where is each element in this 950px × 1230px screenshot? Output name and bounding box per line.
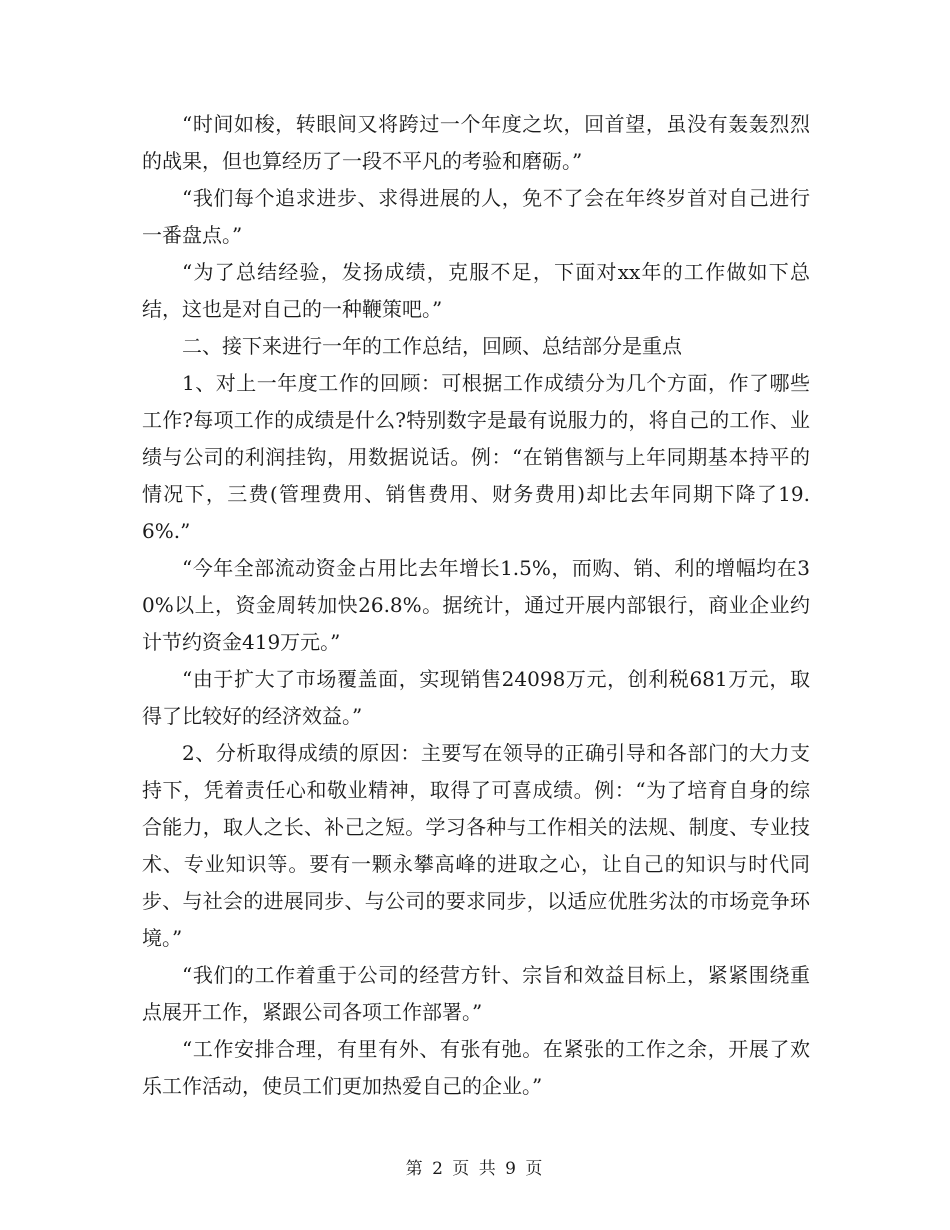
- paragraph-2: “我们每个追求进步、求得进展的人，免不了会在年终岁首对自己进行一番盘点。”: [142, 186, 810, 247]
- paragraph-9: “我们的工作着重于公司的经营方针、宗旨和效益目标上，紧紧围绕重点展开工作，紧跟公司各项工作部署。”: [142, 963, 810, 1024]
- paragraph-8: 2、分析取得成绩的原因：主要写在领导的正确引导和各部门的大力支持下，凭着责任心和敬业精神，取得了可喜成绩。例：“为了培育自身的综合能力，取人之长、补己之短。学习各种与工作相关的法规、制度、专业技术、专业知识等。要有一颗永攀高峰的进取之心，让自己的知识与时代同步、与社会的进展同步、与公司的要求同步，以适应优胜劣汰的市场竞争环境。”: [142, 741, 810, 950]
- section-heading: 二、接下来进行一年的工作总结，回顾、总结部分是重点: [182, 334, 682, 358]
- document-body: [142, 106, 810, 1105]
- paragraph-1: “时间如梭，转眼间又将跨过一个年度之坎，回首望，虽没有轰轰烈烈的战果，但也算经历了一段不平凡的考验和磨砺。”: [142, 112, 810, 173]
- paragraph-10: “工作安排合理，有里有外、有张有弛。在紧张的工作之余，开展了欢乐工作活动，使员工们更加热爱自己的企业。”: [142, 1037, 810, 1098]
- paragraph-3: “为了总结经验，发扬成绩，克服不足，下面对xx年的工作做如下总结，这也是对自己的一种鞭策吧。”: [142, 260, 810, 321]
- page-number-footer: 第 2 页 共 9 页: [405, 1159, 545, 1179]
- paragraph-5: 1、对上一年度工作的回顾：可根据工作成绩分为几个方面，作了哪些工作?每项工作的成绩是什么?特别数字是最有说服力的，将自己的工作、业绩与公司的利润挂钩，用数据说话。例：“在销售额与上年同期基本持平的情况下，三费(管理费用、销售费用、财务费用)却比去年同期下降了19.6%.”: [142, 371, 810, 543]
- paragraph-6: “今年全部流动资金占用比去年增长1.5%，而购、销、利的增幅均在30%以上，资金周转加快26.8%。据统计，通过开展内部银行，商业企业约计节约资金419万元。”: [142, 556, 810, 654]
- paragraph-7: “由于扩大了市场覆盖面，实现销售24098万元，创利税681万元，取得了比较好的经济效益。”: [142, 667, 810, 728]
